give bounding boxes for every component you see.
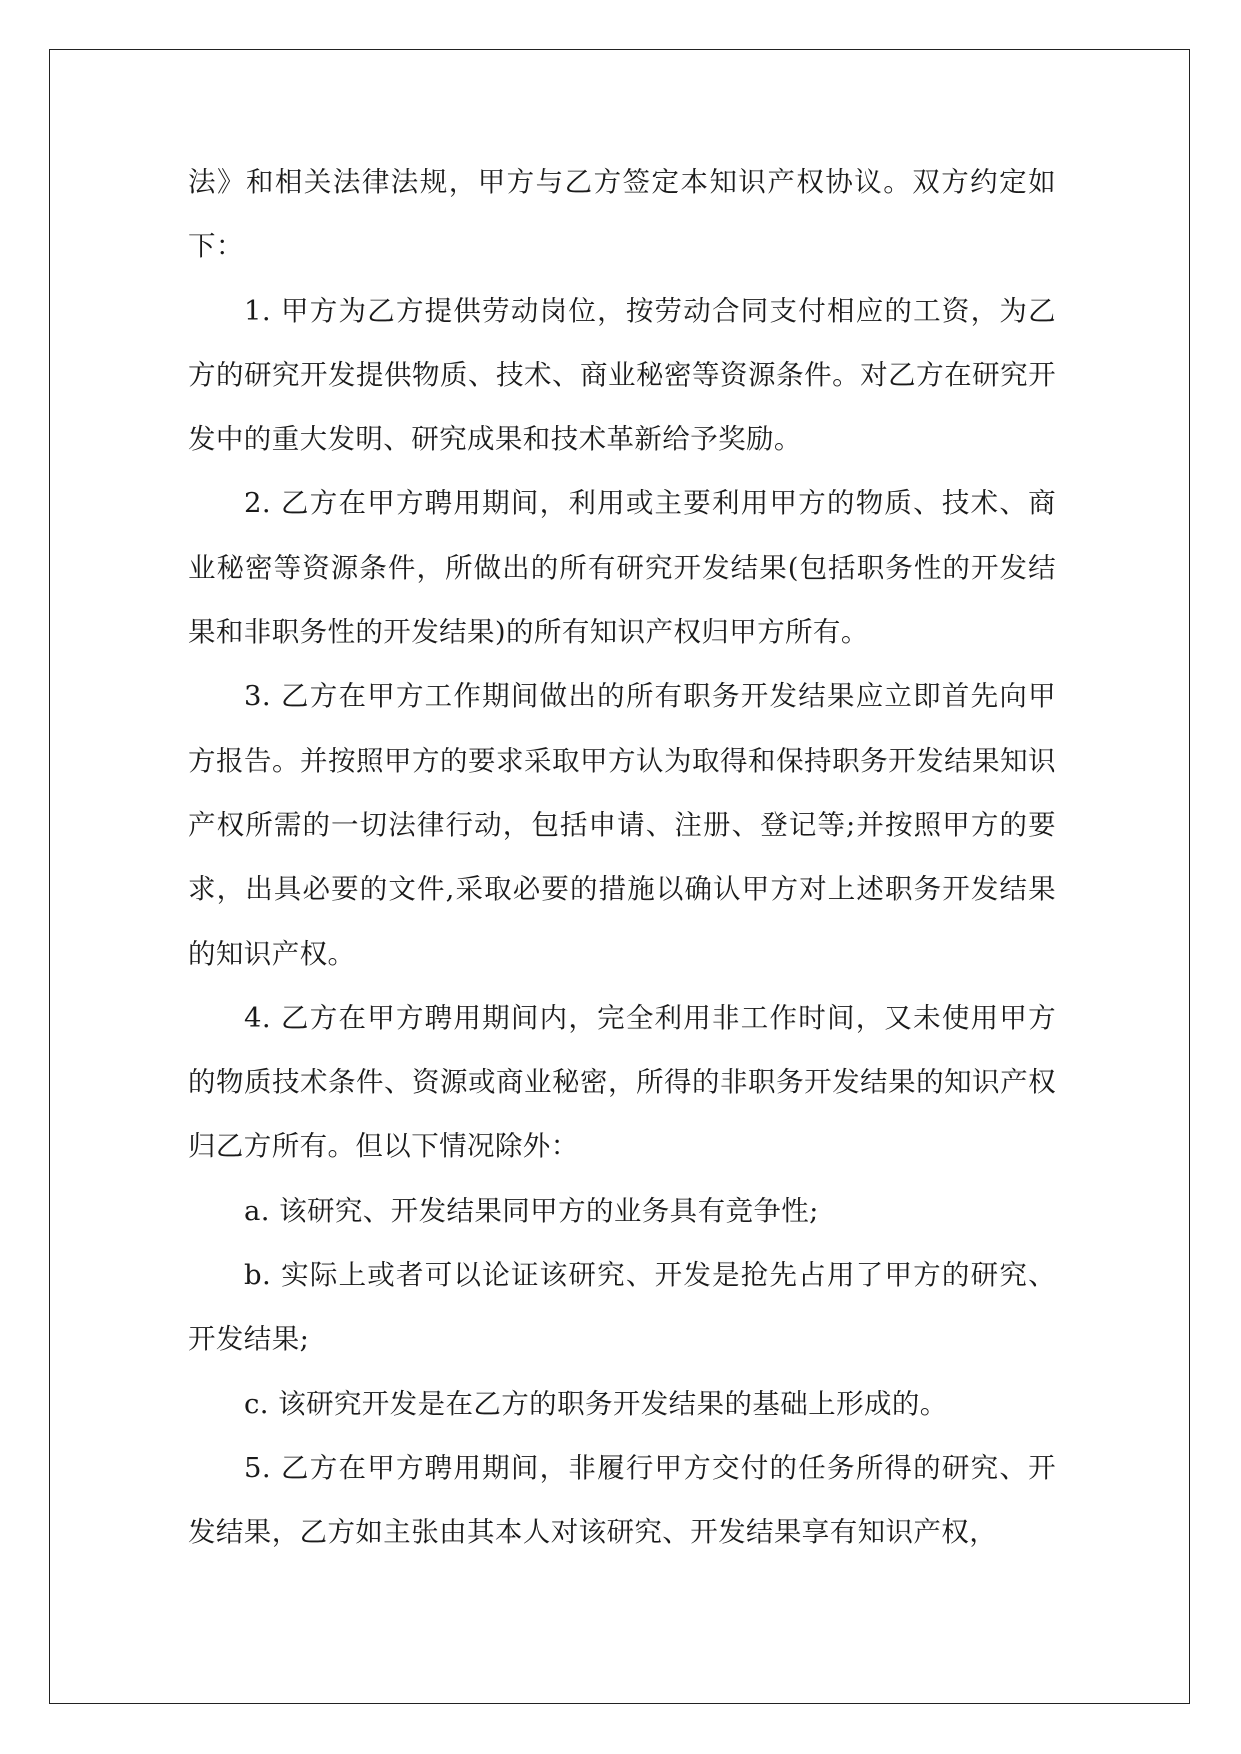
- document-body: [188, 150, 1056, 1565]
- paragraph-exception-b: b. 实际上或者可以论证该研究、开发是抢先占用了甲方的研究、开发结果;: [188, 1259, 1056, 1356]
- paragraph-exception-c: c. 该研究开发是在乙方的职务开发结果的基础上形成的。: [244, 1387, 948, 1420]
- paragraph-clause-5: 5. 乙方在甲方聘用期间，非履行甲方交付的任务所得的研究、开发结果，乙方如主张由其本人对该研究、开发结果享有知识产权，: [188, 1451, 1056, 1549]
- paragraph-exception-a: a. 该研究、开发结果同甲方的业务具有竞争性;: [244, 1194, 819, 1227]
- paragraph-clause-4: 4. 乙方在甲方聘用期间内，完全利用非工作时间，又未使用甲方的物质技术条件、资源或商业秘密，所得的非职务开发结果的知识产权归乙方所有。但以下情况除外：: [188, 1001, 1056, 1163]
- paragraph-intro: 法》和相关法律法规，甲方与乙方签定本知识产权协议。双方约定如下：: [188, 166, 1056, 263]
- paragraph-clause-1: 1. 甲方为乙方提供劳动岗位，按劳动合同支付相应的工资，为乙方的研究开发提供物质、技术、商业秘密等资源条件。对乙方在研究开发中的重大发明、研究成果和技术革新给予奖励。: [188, 294, 1056, 456]
- paragraph-clause-2: 2. 乙方在甲方聘用期间，利用或主要利用甲方的物质、技术、商业秘密等资源条件，所做出的所有研究开发结果(包括职务性的开发结果和非职务性的开发结果)的所有知识产权归甲方所有。: [188, 487, 1056, 649]
- paragraph-clause-3: 3. 乙方在甲方工作期间做出的所有职务开发结果应立即首先向甲方报告。并按照甲方的要求采取甲方认为取得和保持职务开发结果知识产权所需的一切法律行动，包括申请、注册、登记等;并按照甲方的要求，出具必要的文件,采取必要的措施以确认甲方对上述职务开发结果的知识产权。: [188, 680, 1056, 970]
